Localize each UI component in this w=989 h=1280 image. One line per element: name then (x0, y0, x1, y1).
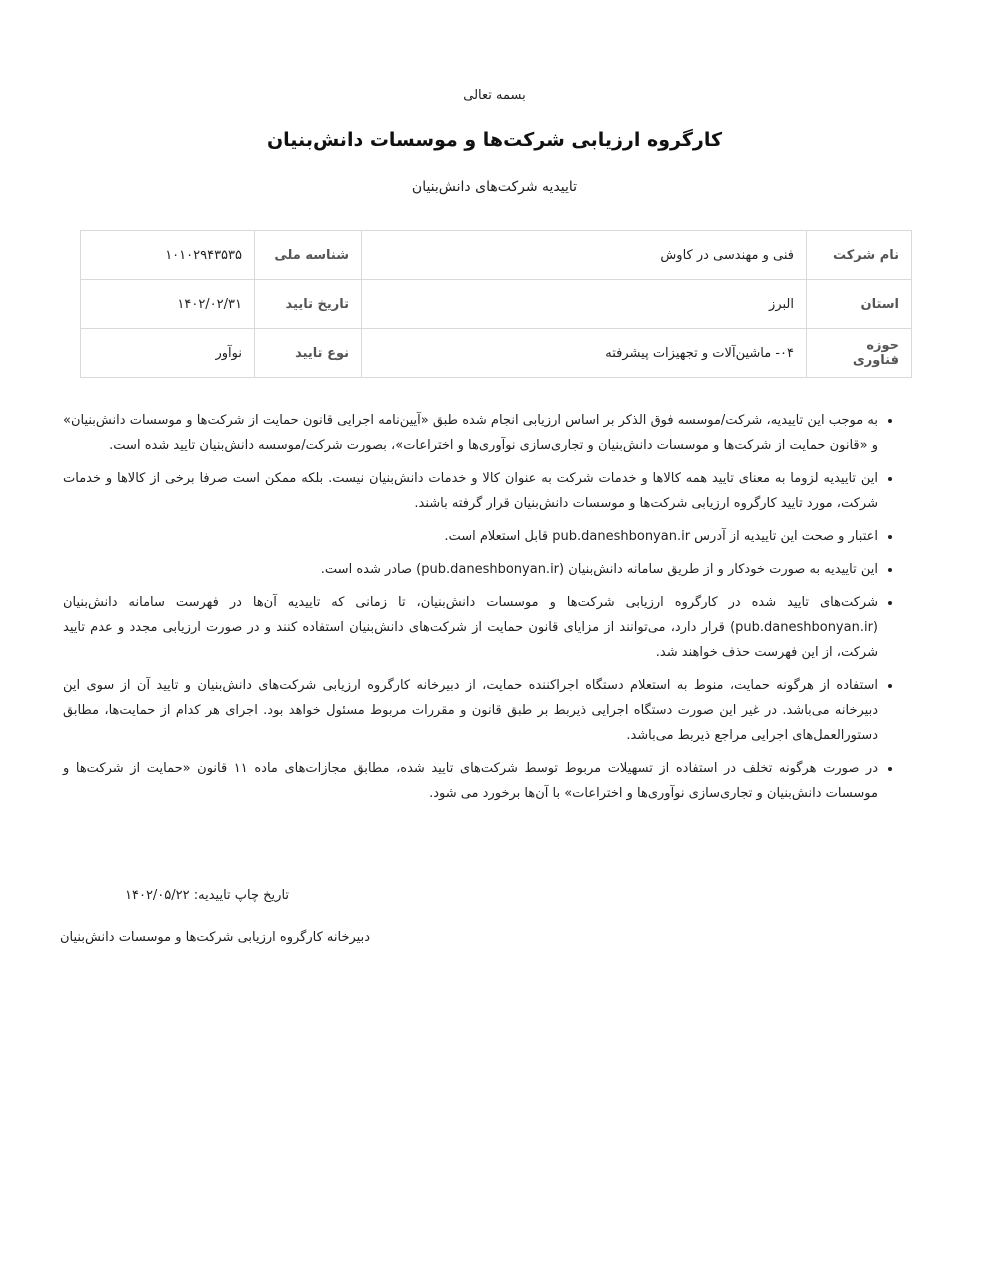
list-item: • این تاییدیه به صورت خودکار و از طریق سامانه دانش‌بنیان (pub.daneshbonyan.ir) صادر شده است. (63, 557, 878, 582)
list-item: • این تاییدیه لزوما به معنای تایید همه کالاها و خدمات شرکت به عنوان کالا و خدمات دانش‌بنیان نیست. بلکه ممکن است صرفا برخی از کالاها و خدمات شرکت، مورد تایید کارگروه ارزیابی شرکت‌ها و موسسات دانش‌بنیان قرار گرفته باشند. (63, 466, 878, 516)
technology-field-value: ۰۴- ماشین‌آلات و تجهیزات پیشرفته (362, 329, 807, 378)
province-label: استان (807, 280, 912, 329)
national-id-label: شناسه ملی (255, 231, 362, 280)
table-row (81, 329, 912, 378)
list-item: • به موجب این تاییدیه، شرکت/موسسه فوق الذکر بر اساس ارزیابی انجام شده طبق «آیین‌نامه اجرایی قانون حمایت از شرکت‌ها و موسسات دانش‌بنیان» و «قانون حمایت از شرکت‌ها و موسسات دانش‌بنیان و تجاری‌سازی نوآوری‌ها و اختراعات»، بصورت شرکت/موسسه دانش‌بنیان تایید شده است. (63, 408, 878, 458)
bismillah-heading: بسمه تعالی (463, 88, 526, 103)
company-info-table (80, 230, 912, 378)
approval-type-value: نوآور (81, 329, 255, 378)
approval-date-label: تاریخ تایید (255, 280, 362, 329)
print-date: تاریخ چاپ تاییدیه: ۱۴۰۲/۰۵/۲۲ (125, 888, 290, 903)
table-row (81, 231, 912, 280)
province-value: البرز (362, 280, 807, 329)
approval-date-value: ۱۴۰۲/۰۲/۳۱ (81, 280, 255, 329)
approval-type-label: نوع تایید (255, 329, 362, 378)
list-item: • در صورت هرگونه تخلف در استفاده از تسهیلات مربوط توسط شرکت‌های تایید شده، مطابق مجازات‌های ماده ۱۱ قانون «حمایت از شرکت‌ها و موسسات دانش‌بنیان و تجاری‌سازی نوآوری‌ها و اختراعات» با آن‌ها برخورد می شود. (63, 756, 878, 806)
page-title: کارگروه ارزیابی شرکت‌ها و موسسات دانش‌بنیان (266, 129, 723, 151)
technology-field-label: حوزه فناوری (807, 329, 912, 378)
national-id-value: ۱۰۱۰۲۹۴۳۵۳۵ (81, 231, 255, 280)
list-item: • استفاده از هرگونه حمایت، منوط به استعلام دستگاه اجراکننده حمایت، از دبیرخانه کارگروه ارزیابی شرکت‌های دانش‌بنیان و تایید آن از سوی این دبیرخانه می‌باشد. در غیر این صورت دستگاه اجرایی ذیربط بر طبق قانون و مقررات مربوط مسئول خواهد بود. اجرای هر کدام از حمایت‌ها، مطابق دستورالعمل‌های اجرایی مراجع ذیربط می‌باشد. (63, 673, 878, 748)
company-name-value: فنی و مهندسی در کاوش (362, 231, 807, 280)
list-item: • اعتبار و صحت این تاییدیه از آدرس pub.daneshbonyan.ir قابل استعلام است. (63, 524, 878, 549)
secretariat-signature: دبیرخانه کارگروه ارزیابی شرکت‌ها و موسسات دانش‌بنیان (60, 930, 371, 945)
list-item: • شرکت‌های تایید شده در کارگروه ارزیابی شرکت‌ها و موسسات دانش‌بنیان، تا زمانی که تاییدیه آن‌ها در فهرست سامانه دانش‌بنیان (pub.daneshbonyan.ir) قرار دارد، می‌توانند از مزایای قانون حمایت از شرکت‌های دانش‌بنیان استفاده کنند و در صورت ارزیابی مجدد و عدم تایید شرکت، از این فهرست حذف خواهند شد. (63, 590, 878, 665)
notes-list (63, 408, 894, 814)
company-name-label: نام شرکت (807, 231, 912, 280)
page-subtitle: تاییدیه شرکت‌های دانش‌بنیان (411, 179, 578, 195)
table-row (81, 280, 912, 329)
